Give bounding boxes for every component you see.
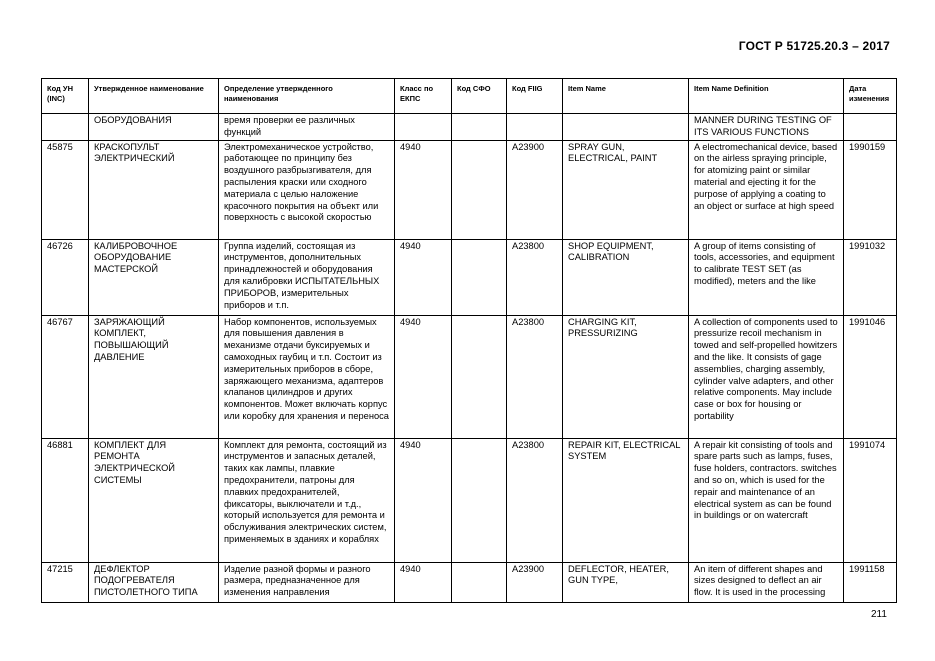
cell-item-name: CHARGING KIT, PRESSURIZING — [563, 315, 689, 438]
cell-item-name: SPRAY GUN, ELECTRICAL, PAINT — [563, 140, 689, 239]
cell-name-ru: ДЕФЛЕКТОР ПОДОГРЕВАТЕЛЯ ПИСТОЛЕТНОГО ТИПА — [89, 562, 219, 602]
cell-date — [844, 114, 897, 141]
cell-definition-ru: Изделие разной формы и разного размера, предназначенное для изменения направления — [219, 562, 395, 602]
cell-code-fiig: A23800 — [507, 438, 563, 562]
cell-definition-ru: Набор компонентов, используемых для повышения давления в механизме отдачи буксируемых и самоходных гаубиц и т.п. Состоит из измерительных приборов в сборе, заряжающего механизма, адаптеров клапанов цилиндров и других компонентов. Может включать корпус или коробку для хранения и переноса — [219, 315, 395, 438]
column-header-ekps-class: Класс по ЕКПС — [395, 79, 452, 114]
column-header-approved-name: Утвержденное наименование — [89, 79, 219, 114]
cell-code-sfo — [452, 438, 507, 562]
cell-item-definition: A collection of components used to pressurize recoil mechanism in towed and self-propelled howitzers and the like. It consists of gage assemblies, charging assembly, cylinder valve adapters, and other relative components. May include case or box for housing or portability — [689, 315, 844, 438]
cell-date: 1991046 — [844, 315, 897, 438]
cell-class-ekps: 4940 — [395, 140, 452, 239]
cell-code-fiig — [507, 114, 563, 141]
cell-item-name: SHOP EQUIPMENT, CALIBRATION — [563, 239, 689, 315]
cell-class-ekps: 4940 — [395, 438, 452, 562]
cell-item-name: DEFLECTOR, HEATER, GUN TYPE, — [563, 562, 689, 602]
cell-inc: 46881 — [42, 438, 89, 562]
cell-inc: 47215 — [42, 562, 89, 602]
cell-code-fiig: A23900 — [507, 140, 563, 239]
table-row — [42, 562, 897, 602]
column-header-change-date: Дата изменения — [844, 79, 897, 114]
column-header-sfo-code: Код СФО — [452, 79, 507, 114]
cell-item-definition: A electromechanical device, based on the airless spraying principle, for atomizing paint or similar material and ejecting it for the purpose of applying a coating to an object or surface at high speed — [689, 140, 844, 239]
cell-name-ru: ОБОРУДОВАНИЯ — [89, 114, 219, 141]
cell-date: 1990159 — [844, 140, 897, 239]
cell-definition-ru: Группа изделий, состоящая из инструментов, дополнительных принадлежностей и оборудования для калибровки ИСПЫТАТЕЛЬНЫХ ПРИБОРОВ, измерительных приборов и т.п. — [219, 239, 395, 315]
page-number: 211 — [871, 609, 887, 620]
cell-class-ekps: 4940 — [395, 239, 452, 315]
cell-class-ekps: 4940 — [395, 315, 452, 438]
cell-item-definition: A group of items consisting of tools, accessories, and equipment to calibrate TEST SET (as modified), meters and the like — [689, 239, 844, 315]
cell-item-name — [563, 114, 689, 141]
cell-definition-ru: Комплект для ремонта, состоящий из инструментов и запасных деталей, таких как лампы, плавкие предохранители, патроны для плавких предохранителей, фиксаторы, выключатели и т.д., который используется для ремонта и обслуживания электрических систем, применяемых в зданиях и кораблях — [219, 438, 395, 562]
document-code: ГОСТ Р 51725.20.3 – 2017 — [738, 39, 890, 53]
cell-inc: 46767 — [42, 315, 89, 438]
cell-item-name: REPAIR KIT, ELECTRICAL SYSTEM — [563, 438, 689, 562]
cell-code-fiig: A23800 — [507, 315, 563, 438]
cell-item-definition: A repair kit consisting of tools and spare parts such as lamps, fuses, fuse holders, contractors. switches and so on, which is used for the repair and maintenance of an electrical system as can be found in buildings or on watercraft — [689, 438, 844, 562]
cell-date: 1991032 — [844, 239, 897, 315]
cell-date: 1991074 — [844, 438, 897, 562]
cell-code-sfo — [452, 315, 507, 438]
column-header-inc: Код УН (INC) — [42, 79, 89, 114]
cell-item-definition: An item of different shapes and sizes designed to deflect an air flow. It is used in the processing — [689, 562, 844, 602]
table-row — [42, 114, 897, 141]
cell-inc: 46726 — [42, 239, 89, 315]
column-header-approved-definition: Определение утвержденного наименования — [219, 79, 395, 114]
column-header-item-definition: Item Name Definition — [689, 79, 844, 114]
table-row — [42, 315, 897, 438]
cell-definition-ru: Электромеханическое устройство, работающее по принципу без воздушного разбрызгивателя, для распыления краски или сходного материала с целью наложение красочного покрытия на объект или поверхность с высокой скоростью — [219, 140, 395, 239]
column-header-item-name: Item Name — [563, 79, 689, 114]
table-header-row — [42, 79, 897, 114]
cell-name-ru: КАЛИБРОВОЧНОЕ ОБОРУДОВАНИЕ МАСТЕРСКОЙ — [89, 239, 219, 315]
catalog-table — [41, 78, 897, 603]
cell-item-definition: MANNER DURING TESTING OF ITS VARIOUS FUNCTIONS — [689, 114, 844, 141]
cell-code-sfo — [452, 562, 507, 602]
cell-code-sfo — [452, 239, 507, 315]
cell-inc — [42, 114, 89, 141]
table-row — [42, 438, 897, 562]
table-row — [42, 239, 897, 315]
cell-code-fiig: A23800 — [507, 239, 563, 315]
cell-code-fiig: A23900 — [507, 562, 563, 602]
cell-class-ekps — [395, 114, 452, 141]
cell-inc: 45875 — [42, 140, 89, 239]
column-header-fiig-code: Код FIIG — [507, 79, 563, 114]
cell-name-ru: КОМПЛЕКТ ДЛЯ РЕМОНТА ЭЛЕКТРИЧЕСКОЙ СИСТЕМЫ — [89, 438, 219, 562]
cell-date: 1991158 — [844, 562, 897, 602]
table-row — [42, 140, 897, 239]
cell-class-ekps: 4940 — [395, 562, 452, 602]
cell-definition-ru: время проверки ее различных функций — [219, 114, 395, 141]
cell-name-ru: ЗАРЯЖАЮЩИЙ КОМПЛЕКТ, ПОВЫШАЮЩИЙ ДАВЛЕНИЕ — [89, 315, 219, 438]
cell-code-sfo — [452, 140, 507, 239]
cell-name-ru: КРАСКОПУЛЬТ ЭЛЕКТРИЧЕСКИЙ — [89, 140, 219, 239]
cell-code-sfo — [452, 114, 507, 141]
